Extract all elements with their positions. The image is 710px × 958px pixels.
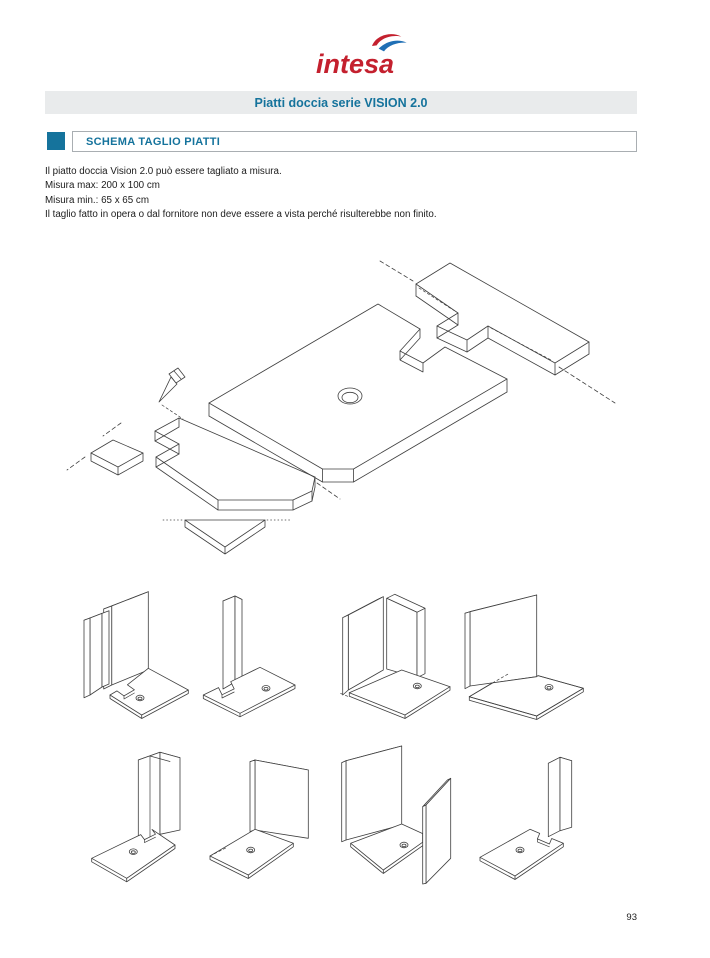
cut-config-single-column [200,588,320,736]
cut-config-column-right [470,748,600,908]
section-header [72,131,637,152]
cut-config-panel-left [200,748,335,908]
cut-config-panel-column [70,585,210,735]
main-cutting-diagram [55,250,675,570]
intro-line: Il piatto doccia Vision 2.0 può essere tagliato a misura. [45,166,282,177]
brand-logo [0,30,710,79]
page-title: Piatti doccia serie VISION 2.0 [254,96,428,110]
section-bullet-square [47,132,65,150]
intro-line: Il taglio fatto in opera o dal fornitore non deve essere a vista perché risulterebbe non finito. [45,209,437,221]
cut-config-single-panel [458,588,593,735]
page-number: 93 [626,912,637,923]
intro-line: Misura max: 200 x 100 cm [45,180,160,192]
section-title: SCHEMA TAGLIO PIATTI [86,135,221,148]
intro-paragraph [45,165,655,223]
cutter-knife-icon [159,368,185,419]
intro-line: Misura min.: 65 x 65 cm [45,194,149,206]
cut-config-two-panels [333,745,468,913]
logo-wordmark: intesa [315,49,395,79]
cut-piece-square [67,423,143,475]
cut-config-corner-panels [338,585,463,735]
page-title-band [45,91,637,114]
cut-piece-triangle [163,520,292,554]
